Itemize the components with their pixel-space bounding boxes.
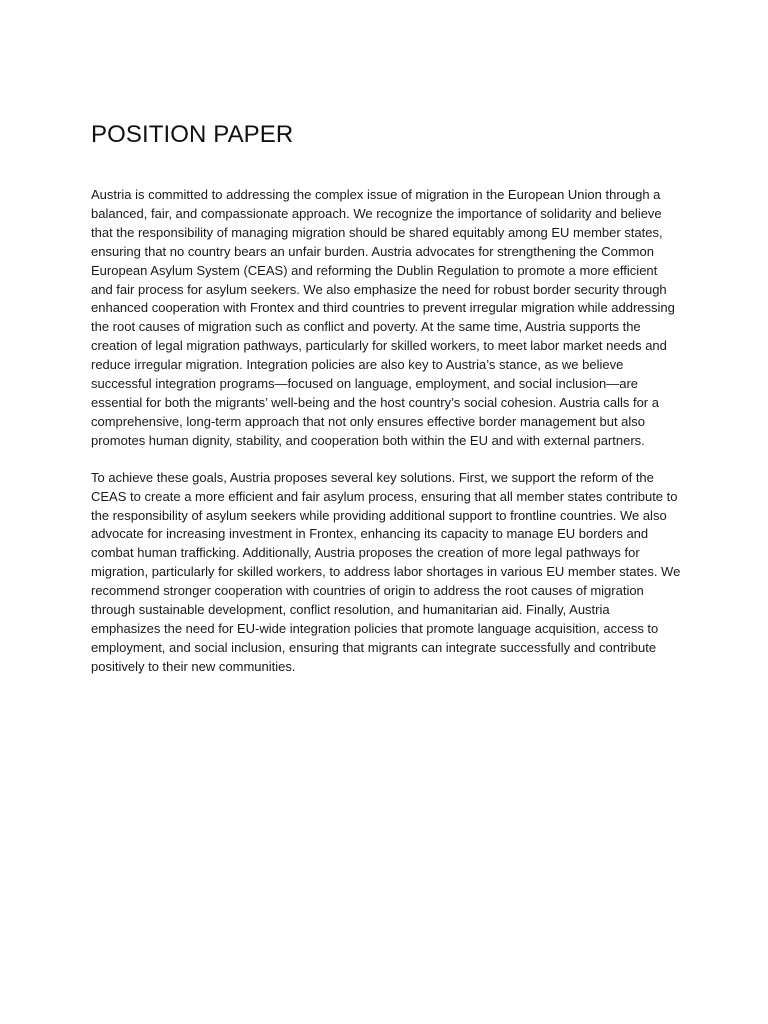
paragraph-solutions: To achieve these goals, Austria proposes several key solutions. First, we support the reform of the CEAS to create a more efficient and fair asylum process, ensuring that all member states contribute to the responsibility of asylum seekers while providing additional support to frontline countries. We also advocate for increasing investment in Frontex, enhancing its capacity to manage EU borders and combat human trafficking. Additionally, Austria proposes the creation of more legal pathways for migration, particularly for skilled workers, to address labor shortages in various EU member states. We recommend stronger cooperation with countries of origin to address the root causes of migration through sustainable development, conflict resolution, and humanitarian aid. Finally, Austria emphasizes the need for EU-wide integration policies that promote language acquisition, access to employment, and social inclusion, ensuring that migrants can integrate successfully and contribute positively to their new communities. <box>91 469 681 674</box>
document-body <box>91 118 681 695</box>
page-title: POSITION PAPER <box>91 121 294 148</box>
paragraph-intro: Austria is committed to addressing the complex issue of migration in the European Union through a balanced, fair, and compassionate approach. We recognize the importance of solidarity and believe that the responsibility of managing migration should be shared equitably among EU member states, ensuring that no country bears an unfair burden. Austria advocates for strengthening the Common European Asylum System (CEAS) and reforming the Dublin Regulation to promote a more efficient and fair process for asylum seekers. We also emphasize the need for robust border security through enhanced cooperation with Frontex and third countries to prevent irregular migration while addressing the root causes of migration such as conflict and poverty. At the same time, Austria supports the creation of legal migration pathways, particularly for skilled workers, to meet labor market needs and reduce irregular migration. Integration policies are also key to Austria’s stance, as we believe successful integration programs—focused on language, employment, and social inclusion—are essential for both the migrants’ well-being and the host country’s social cohesion. Austria calls for a comprehensive, long-term approach that not only ensures effective border management but also promotes human dignity, stability, and cooperation both within the EU and with external partners. <box>91 187 675 448</box>
